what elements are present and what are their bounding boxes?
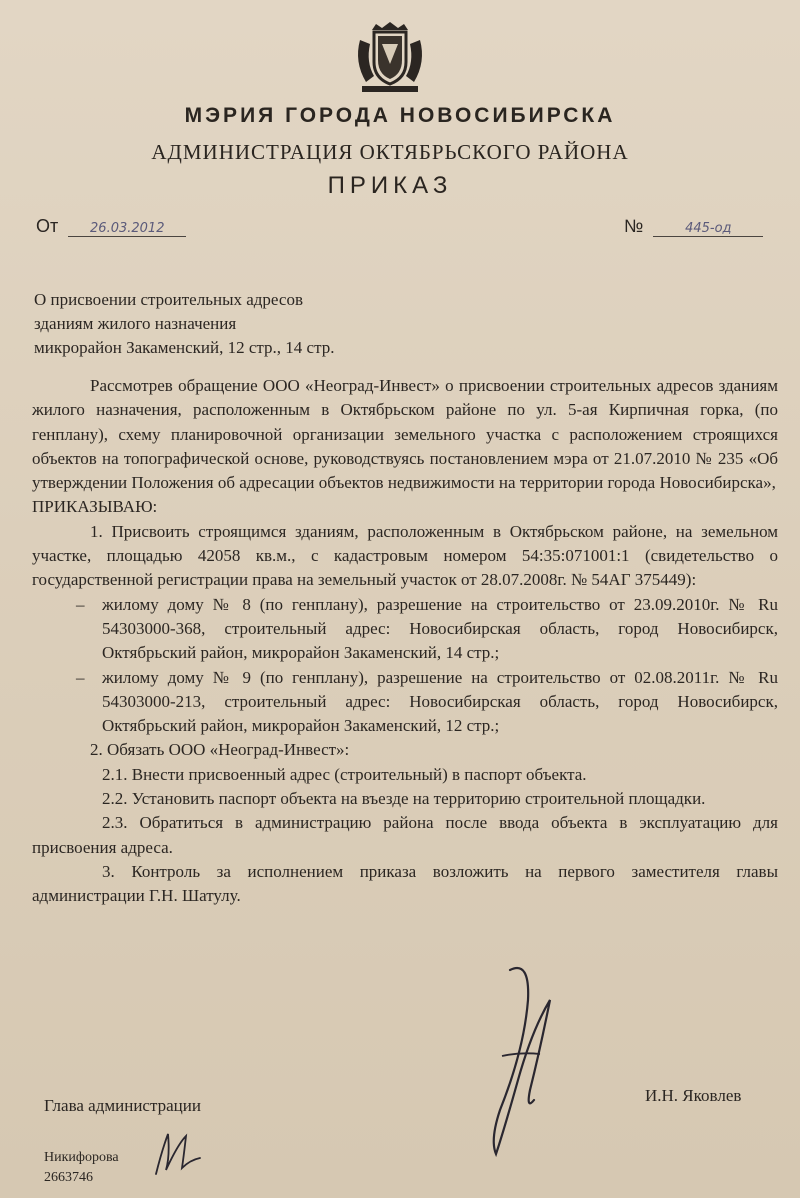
handwritten-signature (470, 960, 580, 1160)
executor-initials-signature (148, 1130, 208, 1180)
item-3: 3. Контроль за исполнением приказа возложить на первого заместителя главы администрации Г.Н. Шатулу. (32, 861, 778, 906)
org-title: МЭРИЯ ГОРОДА НОВОСИБИРСКА (184, 104, 616, 127)
date-label: От (36, 216, 59, 236)
org-subtitle: АДМИНИСТРАЦИЯ ОКТЯБРЬСКОГО РАЙОНА (151, 140, 629, 164)
item-2-2: 2.2. Установить паспорт объекта на въезде на территорию строительной площадки. (102, 789, 706, 809)
item-2-3: 2.3. Обратиться в администрацию района после ввода объекта в эксплуатацию для присвоения адреса. (32, 813, 778, 857)
dash-marker: – (76, 667, 85, 687)
number-line (624, 216, 763, 237)
subject-line: О присвоении строительных адресов (34, 290, 303, 309)
item-1-b-text: жилому дому № 9 (по генплану), разрешение на строительство от 02.08.2011г. № Ru 54303000-213, строительный адрес: Новосибирская область, город Новосибирск, Октябрьский район, микрорайон Закаменский, 12 стр.; (102, 667, 778, 736)
signatory-title: Глава администрации (44, 1096, 201, 1115)
item-2: 2. Обязать ООО «Неоград-Инвест»: (90, 740, 350, 760)
document-body (32, 374, 778, 909)
executor-name: Никифорова (44, 1150, 119, 1165)
item-1-a (32, 593, 778, 666)
item-1-b (32, 666, 778, 739)
item-1: 1. Присвоить строящимся зданиям, расположенным в Октябрьском районе, на земельном участке, площадью 42058 кв.м., с кадастровым номером 54:35:071001:1 (свидетельство о государственной регистрации права на земельный участок от 28.07.2008г. № 54АГ 375449): (32, 521, 778, 590)
signatory-name: И.Н. Яковлев (645, 1086, 742, 1105)
item-1-a-text: жилому дому № 8 (по генплану), разрешение на строительство от 23.09.2010г. № Ru 54303000-368, строительный адрес: Новосибирская область, город Новосибирск, Октябрьский район, микрорайон Закаменский, 14 стр.; (102, 594, 778, 663)
order-word: ПРИКАЗЫВАЮ: (32, 497, 158, 517)
number-value: 445-од (653, 221, 763, 237)
executor-phone: 2663746 (44, 1170, 93, 1185)
subject-block (34, 288, 334, 360)
number-label: № (624, 216, 644, 236)
date-line (36, 216, 186, 237)
date-value: 26.03.2012 (68, 221, 186, 237)
dash-marker: – (76, 594, 85, 614)
item-2-1: 2.1. Внести присвоенный адрес (строительный) в паспорт объекта. (102, 764, 587, 784)
document-type: ПРИКАЗ (327, 172, 453, 199)
subject-line: микрорайон Закаменский, 12 стр., 14 стр. (34, 338, 335, 357)
preamble-paragraph: Рассмотрев обращение ООО «Неоград-Инвест» о присвоении строительных адресов зданиям жилого назначения, расположенным в Октябрьском районе по ул. 5-ая Кирпичная горка, (по генплану), схему планировочной организации земельного участка с расположением строящихся объектов на топографической основе, руководствуясь постановлением мэра от 21.07.2010 № 235 «Об утверждении Положения об адресации объектов недвижимости на территории города Новосибирска», (32, 376, 778, 493)
subject-line: зданиям жилого назначения (34, 314, 237, 333)
coat-of-arms-emblem (352, 22, 428, 94)
